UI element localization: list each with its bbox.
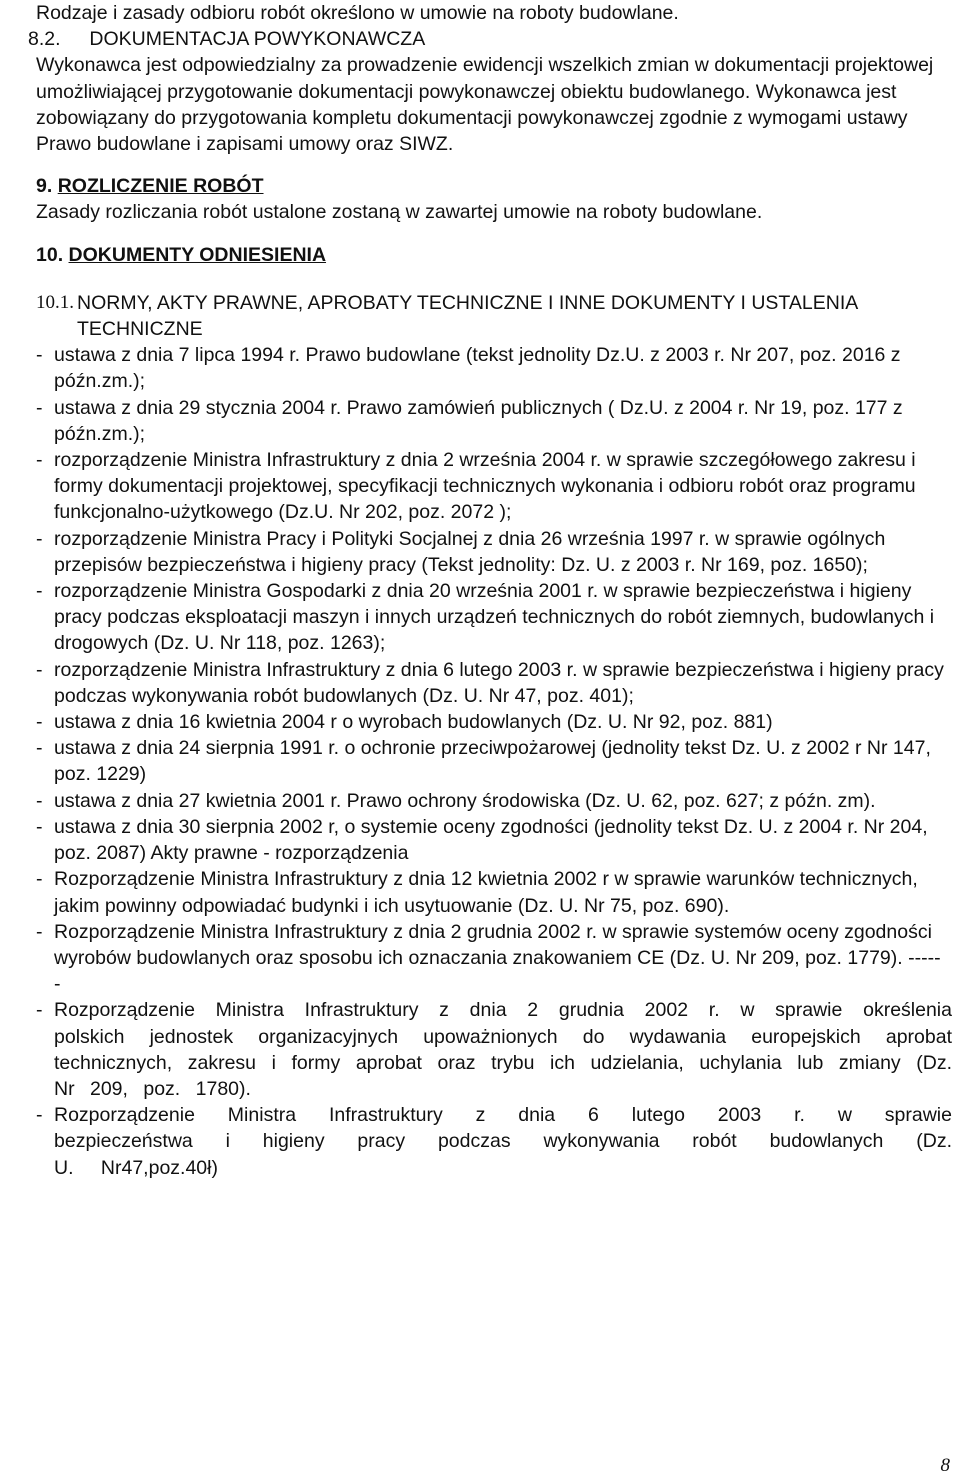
document-page [28, 0, 952, 1181]
list-item [36, 866, 952, 918]
section-9-heading [36, 173, 952, 199]
list-item-text: rozporządzenie Ministra Infrastruktury z dnia 6 lutego 2003 r. w sprawie bezpieczeństwa i higieny pracy podczas wykonywania robót budowlanych (Dz. U. Nr 47, poz. 401); [54, 658, 944, 707]
list-item [36, 735, 952, 787]
list-item [36, 814, 952, 866]
section-8-2-title: DOKUMENTACJA POWYKONAWCZA [89, 28, 426, 51]
list-dash: - [36, 737, 43, 760]
list-item [36, 657, 952, 709]
section-10-1-number: 10.1. [36, 291, 74, 313]
list-item-text: rozporządzenie Ministra Pracy i Polityki Socjalnej z dnia 26 września 1997 r. w sprawie ogólnych przepisów bezpieczeństwa i higieny pracy (Tekst jednolity: Dz. U. z 2003 r. Nr 169, poz. 1650); [54, 527, 886, 576]
intro-line: Rodzaje i zasady odbioru robót określono w umowie na roboty budowlane. [36, 2, 679, 24]
list-dash: - [36, 815, 43, 838]
list-item [36, 526, 952, 578]
list-item-text: ustawa z dnia 30 sierpnia 2002 r, o systemie oceny zgodności (jednolity tekst Dz. U. z 2004 r. Nr 204, poz. 2087) Akty prawne - rozporządzenia [54, 815, 928, 865]
list-item [36, 788, 952, 814]
list-dash: - [36, 527, 43, 550]
section-10-title: DOKUMENTY ODNIESIENIA [68, 243, 327, 266]
list-item-text: ustawa z dnia 29 stycznia 2004 r. Prawo zamówień publicznych ( Dz.U. z 2004 r. Nr 19, poz. 177 z późn.zm.); [54, 396, 903, 445]
section-10-1-title: NORMY, AKTY PRAWNE, APROBATY TECHNICZNE I INNE DOKUMENTY I USTALENIA TECHNICZNE [77, 291, 858, 341]
section-9-title: ROZLICZENIE ROBÓT [57, 175, 264, 198]
section-10-1-heading [36, 290, 952, 342]
list-dash: - [36, 711, 43, 734]
section-8-2-number: 8.2. [28, 28, 61, 51]
list-item-text: rozporządzenie Ministra Gospodarki z dnia 20 września 2001 r. w sprawie bezpieczeństwa i higieny pracy podczas eksploatacji maszyn i innych urządzeń technicznych do robót ziemnych, budowlanych i drogowych (Dz. U. Nr 118, poz. 1263); [54, 580, 935, 655]
list-dash: - [36, 580, 43, 603]
list-item [36, 997, 952, 1102]
list-item [36, 578, 952, 657]
list-dash: - [36, 920, 43, 943]
list-item [36, 709, 952, 735]
list-item [36, 342, 952, 394]
list-dash: - [36, 868, 43, 891]
reference-list [36, 342, 952, 1181]
list-item-text: ustawa z dnia 24 sierpnia 1991 r. o ochronie przeciwpożarowej (jednolity tekst Dz. U. z 2002 r Nr 147, poz. 1229) [54, 737, 931, 786]
list-dash: - [36, 1104, 43, 1127]
list-dash: - [36, 396, 43, 419]
list-item-text: Rozporządzenie Ministra Infrastruktury z dnia 6 lutego 2003 r. w sprawie bezpieczeństwa i higieny pracy podczas wykonywania robót budowlanych (Dz. U. Nr47,poz.40ł) [54, 1104, 952, 1179]
list-dash: - [36, 658, 43, 681]
list-item-text: rozporządzenie Ministra Infrastruktury z dnia 2 września 2004 r. w sprawie szczegółowego zakresu i formy dokumentacji projektowej, specyfikacji technicznych wykonania i odbioru robót oraz programu funkcjonalno-użytkowego (Dz.U. Nr 202, poz. 2072 ); [54, 449, 916, 524]
section-8-2-body: Wykonawca jest odpowiedzialny za prowadzenie ewidencji wszelkich zmian w dokumentacji projektowej umożliwiającej przygotowanie dokumentacji powykonawczej obiektu budowlanego. Wykonawca jest zobowiązany do przygotowania kompletu dokumentacji powykonawczej zgodnie z wymogami ustawy Prawo budowlane i zapisami umowy oraz SIWZ. [36, 54, 934, 156]
list-item [36, 395, 952, 447]
list-item-text: ustawa z dnia 27 kwietnia 2001 r. Prawo ochrony środowiska (Dz. U. 62, poz. 627; z późn. zm). [54, 789, 876, 812]
list-item-text: ustawa z dnia 7 lipca 1994 r. Prawo budowlane (tekst jednolity Dz.U. z 2003 r. Nr 207, poz. 2016 z późn.zm.); [54, 344, 901, 393]
list-item-text: Rozporządzenie Ministra Infrastruktury z dnia 12 kwietnia 2002 r w sprawie warunków technicznych, jakim powinny odpowiadać budynki i ich usytuowanie (Dz. U. Nr 75, poz. 690). [54, 868, 918, 917]
list-dash: - [36, 344, 43, 367]
list-dash: - [36, 789, 43, 812]
section-9-number: 9. [36, 175, 53, 198]
list-item-text: Rozporządzenie Ministra Infrastruktury z dnia 2 grudnia 2002 r. w sprawie określenia polskich jednostek organizacyjnych upoważnionych do wydawania europejskich aprobat technicznych, zakresu i formy aprobat oraz trybu ich udzielania, uchylania lub zmiany (Dz. Nr 209, poz. 1780). [54, 999, 952, 1100]
section-8-2 [28, 26, 952, 52]
section-9-body: Zasady rozliczania robót ustalone zostaną w zawartej umowie na roboty budowlane. [36, 201, 763, 224]
list-item [36, 919, 952, 998]
section-8-2-heading [28, 26, 952, 52]
list-item [36, 447, 952, 526]
list-dash: - [36, 999, 43, 1022]
section-10-number: 10. [36, 243, 64, 266]
list-dash: - [36, 449, 43, 472]
list-item-text: Rozporządzenie Ministra Infrastruktury z dnia 2 grudnia 2002 r. w sprawie systemów oceny zgodności wyrobów budowlanych oraz sposobu ich oznaczania znakowaniem CE (Dz. U. Nr 209, poz. 1779). ----- - [54, 920, 941, 996]
page-number: 8 [940, 1454, 950, 1476]
list-item [36, 1102, 952, 1181]
section-10-heading [36, 242, 952, 268]
list-item-text: ustawa z dnia 16 kwietnia 2004 r o wyrobach budowlanych (Dz. U. Nr 92, poz. 881) [54, 711, 773, 734]
